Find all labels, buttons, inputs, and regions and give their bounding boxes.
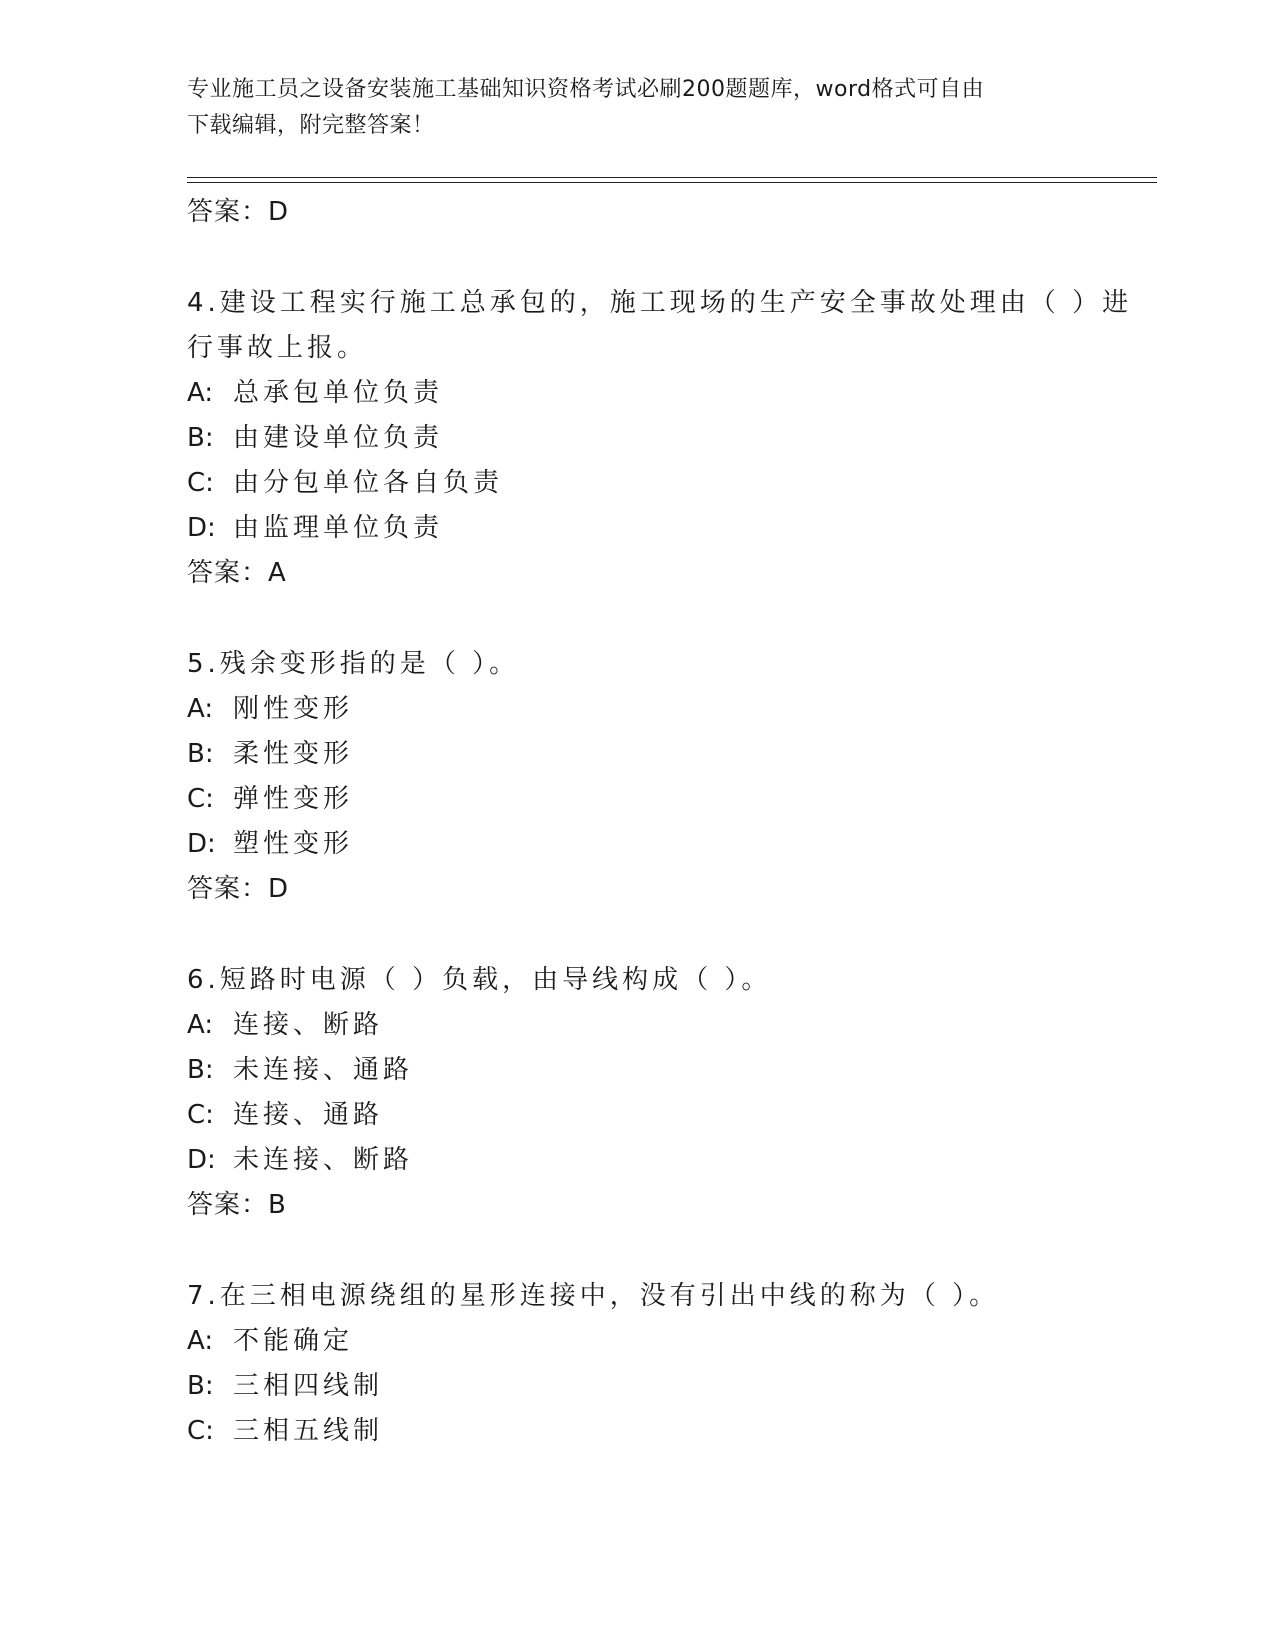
option-text: 连接、通路 xyxy=(233,1100,384,1130)
question-text: 5.残余变形指的是（ ）。 xyxy=(187,649,520,679)
option-letter: B: xyxy=(187,1371,214,1401)
answer-line: 答案：B xyxy=(187,1190,287,1220)
option-letter: A: xyxy=(187,694,214,724)
question-item xyxy=(187,958,1157,1228)
question-text: 6.短路时电源（ ）负载，由导线构成（ ）。 xyxy=(187,965,772,995)
option-letter: D: xyxy=(187,1145,216,1175)
answer-line: 答案：D xyxy=(187,874,290,904)
question-text: 7.在三相电源绕组的星形连接中，没有引出中线的称为（ ）。 xyxy=(187,1281,1000,1311)
option-text: 三相五线制 xyxy=(233,1416,384,1446)
option-letter: B: xyxy=(187,1055,214,1085)
option-c xyxy=(187,461,1157,506)
option-d xyxy=(187,822,1157,867)
option-a xyxy=(187,1003,1157,1048)
option-letter: C: xyxy=(187,784,214,814)
option-b xyxy=(187,1364,1157,1409)
option-letter: D: xyxy=(187,829,216,859)
option-a xyxy=(187,687,1157,732)
option-letter: D: xyxy=(187,513,216,543)
option-a xyxy=(187,1319,1157,1364)
option-c xyxy=(187,1409,1157,1454)
option-b xyxy=(187,732,1157,777)
option-text: 由监理单位负责 xyxy=(233,513,444,543)
option-text: 未连接、通路 xyxy=(233,1055,414,1085)
header-divider-top xyxy=(187,177,1157,178)
option-d xyxy=(187,506,1157,551)
option-text: 塑性变形 xyxy=(233,829,354,859)
option-letter: C: xyxy=(187,1416,214,1446)
option-text: 由分包单位各自负责 xyxy=(233,468,504,498)
option-b xyxy=(187,416,1157,461)
option-c xyxy=(187,1093,1157,1138)
option-c xyxy=(187,777,1157,822)
option-letter: A: xyxy=(187,1010,214,1040)
option-letter: B: xyxy=(187,739,214,769)
option-b xyxy=(187,1048,1157,1093)
document-header xyxy=(187,72,1087,144)
option-letter: B: xyxy=(187,423,214,453)
option-letter: A: xyxy=(187,378,214,408)
header-line-2: 下载编辑，附完整答案！ xyxy=(187,113,435,138)
option-letter: A: xyxy=(187,1326,214,1356)
option-d xyxy=(187,1138,1157,1183)
option-text: 连接、断路 xyxy=(233,1010,384,1040)
option-text: 柔性变形 xyxy=(233,739,354,769)
option-text: 刚性变形 xyxy=(233,694,354,724)
question-item xyxy=(187,281,1157,596)
option-text: 未连接、断路 xyxy=(233,1145,414,1175)
option-a xyxy=(187,371,1157,416)
option-text: 弹性变形 xyxy=(233,784,354,814)
question-item xyxy=(187,1274,1157,1454)
header-line-1: 专业施工员之设备安装施工基础知识资格考试必刷200题题库，word格式可自由 xyxy=(187,77,985,102)
header-divider-bottom xyxy=(187,182,1157,183)
option-text: 总承包单位负责 xyxy=(233,378,444,408)
option-text: 三相四线制 xyxy=(233,1371,384,1401)
question-list xyxy=(187,190,1157,1454)
question-text: 4.建设工程实行施工总承包的，施工现场的生产安全事故处理由（ ）进行事故上报。 xyxy=(187,288,1133,363)
question-item xyxy=(187,642,1157,912)
option-text: 由建设单位负责 xyxy=(233,423,444,453)
answer-line: 答案：A xyxy=(187,558,287,588)
option-letter: C: xyxy=(187,468,214,498)
option-text: 不能确定 xyxy=(233,1326,354,1356)
answer-line: 答案：D xyxy=(187,197,290,227)
option-letter: C: xyxy=(187,1100,214,1130)
